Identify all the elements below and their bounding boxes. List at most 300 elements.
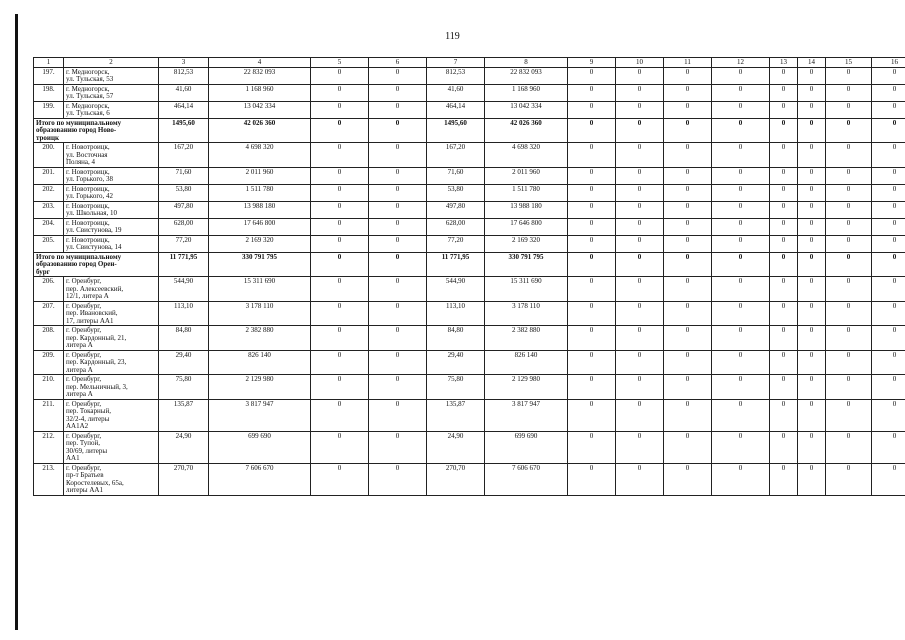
address-cell: г. Оренбург, пер. Токарный, 32/2-4, литеры АА1А2 — [64, 399, 159, 431]
value-cell: 0 — [568, 201, 616, 218]
value-cell: 0 — [568, 375, 616, 400]
value-cell: 0 — [369, 84, 427, 101]
value-cell: 0 — [369, 143, 427, 168]
subtotal-value: 0 — [872, 118, 905, 143]
value-cell: 22 832 093 — [485, 67, 568, 84]
value-cell: 0 — [872, 399, 905, 431]
address-cell: г. Оренбург, пер. Алексеевский, 12/1, литера А — [64, 277, 159, 302]
address-cell: г. Оренбург, пер. Ивановский, 17, литеры АА1 — [64, 301, 159, 326]
value-cell: 270,70 — [427, 463, 485, 495]
address-cell: г. Новотроицк, ул. Свистунова, 14 — [64, 235, 159, 252]
subtotal-value: 0 — [568, 252, 616, 277]
value-cell: 1 168 960 — [485, 84, 568, 101]
value-cell: 0 — [872, 184, 905, 201]
value-cell: 0 — [712, 143, 770, 168]
address-cell: г. Медногорск, ул. Тульская, 6 — [64, 101, 159, 118]
table-row — [34, 84, 905, 101]
value-cell: 0 — [664, 375, 712, 400]
row-number: 212. — [34, 431, 64, 463]
value-cell: 0 — [826, 167, 872, 184]
value-cell: 0 — [770, 399, 798, 431]
value-cell: 0 — [798, 143, 826, 168]
value-cell: 0 — [826, 84, 872, 101]
subtotal-value: 0 — [826, 118, 872, 143]
subtotal-row — [34, 118, 905, 143]
subtotal-label: Итого по муниципальному образованию город Орен- бург — [34, 252, 159, 277]
row-number: 202. — [34, 184, 64, 201]
address-cell: г. Новотроицк, ул. Школьная, 10 — [64, 201, 159, 218]
value-cell: 29,40 — [427, 350, 485, 375]
value-cell: 75,80 — [159, 375, 209, 400]
value-cell: 0 — [798, 84, 826, 101]
value-cell: 0 — [872, 201, 905, 218]
value-cell: 0 — [826, 350, 872, 375]
value-cell: 0 — [616, 463, 664, 495]
value-cell: 0 — [568, 235, 616, 252]
value-cell: 0 — [616, 235, 664, 252]
address-cell: г. Оренбург, пер. Мельничный, 3, литера А — [64, 375, 159, 400]
address-cell: г. Оренбург, пер. Кардонный, 23, литера А — [64, 350, 159, 375]
value-cell: 0 — [770, 184, 798, 201]
value-cell: 29,40 — [159, 350, 209, 375]
value-cell: 0 — [568, 350, 616, 375]
value-cell: 0 — [664, 277, 712, 302]
value-cell: 0 — [826, 184, 872, 201]
row-number: 198. — [34, 84, 64, 101]
value-cell: 53,80 — [159, 184, 209, 201]
table-row — [34, 399, 905, 431]
value-cell: 0 — [770, 375, 798, 400]
subtotal-value: 0 — [311, 118, 369, 143]
value-cell: 0 — [826, 201, 872, 218]
column-number: 13 — [770, 58, 798, 68]
subtotal-row — [34, 252, 905, 277]
subtotal-value: 0 — [568, 118, 616, 143]
value-cell: 0 — [798, 326, 826, 351]
column-number: 16 — [872, 58, 905, 68]
value-cell: 4 698 320 — [209, 143, 311, 168]
value-cell: 497,80 — [159, 201, 209, 218]
value-cell: 0 — [872, 84, 905, 101]
table-row — [34, 326, 905, 351]
value-cell: 0 — [826, 235, 872, 252]
value-cell: 0 — [369, 399, 427, 431]
value-cell: 15 311 690 — [209, 277, 311, 302]
table-row — [34, 167, 905, 184]
value-cell: 0 — [798, 399, 826, 431]
value-cell: 2 169 320 — [209, 235, 311, 252]
value-cell: 0 — [712, 218, 770, 235]
value-cell: 0 — [798, 235, 826, 252]
value-cell: 0 — [872, 277, 905, 302]
value-cell: 0 — [311, 301, 369, 326]
value-cell: 3 817 947 — [209, 399, 311, 431]
value-cell: 0 — [568, 84, 616, 101]
value-cell: 0 — [664, 350, 712, 375]
value-cell: 464,14 — [427, 101, 485, 118]
table-row — [34, 218, 905, 235]
value-cell: 0 — [770, 431, 798, 463]
value-cell: 0 — [664, 84, 712, 101]
value-cell: 0 — [311, 143, 369, 168]
subtotal-value: 42 026 360 — [209, 118, 311, 143]
subtotal-value: 0 — [798, 118, 826, 143]
value-cell: 0 — [798, 218, 826, 235]
value-cell: 0 — [369, 326, 427, 351]
value-cell: 812,53 — [159, 67, 209, 84]
value-cell: 13 988 180 — [209, 201, 311, 218]
value-cell: 13 042 334 — [209, 101, 311, 118]
column-number: 3 — [159, 58, 209, 68]
address-cell: г. Новотроицк, ул. Горького, 42 — [64, 184, 159, 201]
value-cell: 0 — [664, 301, 712, 326]
value-cell: 0 — [664, 201, 712, 218]
value-cell: 0 — [311, 399, 369, 431]
value-cell: 0 — [798, 375, 826, 400]
column-number: 7 — [427, 58, 485, 68]
address-cell: г. Медногорск, ул. Тульская, 57 — [64, 84, 159, 101]
value-cell: 464,14 — [159, 101, 209, 118]
value-cell: 544,90 — [159, 277, 209, 302]
value-cell: 77,20 — [159, 235, 209, 252]
value-cell: 0 — [712, 375, 770, 400]
value-cell: 0 — [568, 431, 616, 463]
value-cell: 0 — [826, 301, 872, 326]
value-cell: 0 — [568, 67, 616, 84]
row-number: 199. — [34, 101, 64, 118]
subtotal-value: 0 — [616, 118, 664, 143]
value-cell: 0 — [872, 143, 905, 168]
left-margin-bar — [15, 14, 18, 630]
value-cell: 0 — [826, 67, 872, 84]
value-cell: 135,87 — [159, 399, 209, 431]
value-cell: 0 — [664, 184, 712, 201]
row-number: 197. — [34, 67, 64, 84]
value-cell: 0 — [872, 218, 905, 235]
subtotal-value: 0 — [798, 252, 826, 277]
value-cell: 0 — [872, 350, 905, 375]
value-cell: 0 — [369, 184, 427, 201]
value-cell: 0 — [826, 277, 872, 302]
column-number: 12 — [712, 58, 770, 68]
value-cell: 0 — [616, 399, 664, 431]
value-cell: 812,53 — [427, 67, 485, 84]
value-cell: 113,10 — [427, 301, 485, 326]
column-number: 1 — [34, 58, 64, 68]
value-cell: 0 — [664, 463, 712, 495]
value-cell: 0 — [616, 201, 664, 218]
subtotal-value: 0 — [369, 118, 427, 143]
value-cell: 2 382 880 — [485, 326, 568, 351]
value-cell: 0 — [311, 67, 369, 84]
row-number: 210. — [34, 375, 64, 400]
value-cell: 75,80 — [427, 375, 485, 400]
table-row — [34, 101, 905, 118]
subtotal-value: 330 791 795 — [209, 252, 311, 277]
value-cell: 0 — [568, 326, 616, 351]
value-cell: 0 — [826, 463, 872, 495]
subtotal-value: 11 771,95 — [159, 252, 209, 277]
value-cell: 0 — [872, 235, 905, 252]
value-cell: 41,60 — [427, 84, 485, 101]
subtotal-value: 0 — [664, 252, 712, 277]
value-cell: 0 — [664, 218, 712, 235]
data-table — [33, 57, 905, 496]
value-cell: 0 — [770, 277, 798, 302]
value-cell: 0 — [712, 301, 770, 326]
value-cell: 7 606 670 — [209, 463, 311, 495]
value-cell: 71,60 — [159, 167, 209, 184]
value-cell: 4 698 320 — [485, 143, 568, 168]
value-cell: 0 — [712, 463, 770, 495]
column-number: 4 — [209, 58, 311, 68]
value-cell: 135,87 — [427, 399, 485, 431]
value-cell: 0 — [664, 167, 712, 184]
column-number: 2 — [64, 58, 159, 68]
value-cell: 0 — [712, 101, 770, 118]
value-cell: 22 832 093 — [209, 67, 311, 84]
value-cell: 0 — [770, 350, 798, 375]
value-cell: 0 — [369, 277, 427, 302]
column-number: 8 — [485, 58, 568, 68]
address-cell: г. Новотроицк, ул. Восточная Поляна, 4 — [64, 143, 159, 168]
value-cell: 826 140 — [485, 350, 568, 375]
row-number: 204. — [34, 218, 64, 235]
column-number: 10 — [616, 58, 664, 68]
value-cell: 0 — [712, 201, 770, 218]
value-cell: 0 — [798, 201, 826, 218]
value-cell: 0 — [770, 463, 798, 495]
value-cell: 0 — [770, 143, 798, 168]
value-cell: 0 — [369, 375, 427, 400]
value-cell: 3 817 947 — [485, 399, 568, 431]
value-cell: 0 — [616, 326, 664, 351]
value-cell: 7 606 670 — [485, 463, 568, 495]
table-row — [34, 184, 905, 201]
value-cell: 0 — [664, 326, 712, 351]
column-number-row — [34, 58, 905, 68]
value-cell: 0 — [616, 184, 664, 201]
table-row — [34, 463, 905, 495]
value-cell: 0 — [369, 167, 427, 184]
address-cell: г. Оренбург, пер. Кардонный, 21, литера А — [64, 326, 159, 351]
subtotal-value: 0 — [616, 252, 664, 277]
value-cell: 0 — [798, 67, 826, 84]
subtotal-value: 0 — [872, 252, 905, 277]
value-cell: 0 — [872, 375, 905, 400]
value-cell: 0 — [826, 326, 872, 351]
value-cell: 0 — [664, 143, 712, 168]
subtotal-value: 330 791 795 — [485, 252, 568, 277]
value-cell: 628,00 — [427, 218, 485, 235]
value-cell: 0 — [369, 67, 427, 84]
value-cell: 53,80 — [427, 184, 485, 201]
value-cell: 0 — [311, 375, 369, 400]
value-cell: 0 — [568, 463, 616, 495]
value-cell: 0 — [568, 218, 616, 235]
value-cell: 0 — [568, 184, 616, 201]
value-cell: 0 — [568, 167, 616, 184]
value-cell: 699 690 — [209, 431, 311, 463]
value-cell: 2 129 980 — [209, 375, 311, 400]
value-cell: 0 — [798, 301, 826, 326]
value-cell: 0 — [798, 101, 826, 118]
value-cell: 113,10 — [159, 301, 209, 326]
value-cell: 270,70 — [159, 463, 209, 495]
value-cell: 0 — [311, 167, 369, 184]
subtotal-value: 0 — [369, 252, 427, 277]
value-cell: 0 — [369, 463, 427, 495]
value-cell: 77,20 — [427, 235, 485, 252]
value-cell: 0 — [664, 235, 712, 252]
value-cell: 0 — [311, 326, 369, 351]
value-cell: 0 — [369, 201, 427, 218]
value-cell: 0 — [568, 101, 616, 118]
table-row — [34, 301, 905, 326]
value-cell: 0 — [568, 277, 616, 302]
value-cell: 0 — [798, 277, 826, 302]
value-cell: 826 140 — [209, 350, 311, 375]
value-cell: 13 988 180 — [485, 201, 568, 218]
value-cell: 0 — [311, 277, 369, 302]
subtotal-value: 0 — [712, 252, 770, 277]
value-cell: 1 511 780 — [485, 184, 568, 201]
value-cell: 0 — [616, 67, 664, 84]
value-cell: 0 — [770, 201, 798, 218]
value-cell: 0 — [616, 218, 664, 235]
value-cell: 497,80 — [427, 201, 485, 218]
column-number: 14 — [798, 58, 826, 68]
value-cell: 0 — [311, 201, 369, 218]
value-cell: 0 — [369, 101, 427, 118]
value-cell: 17 646 800 — [485, 218, 568, 235]
value-cell: 0 — [872, 463, 905, 495]
value-cell: 24,90 — [159, 431, 209, 463]
value-cell: 0 — [872, 67, 905, 84]
value-cell: 0 — [826, 431, 872, 463]
table-row — [34, 143, 905, 168]
value-cell: 0 — [872, 301, 905, 326]
address-cell: г. Медногорск, ул. Тульская, 53 — [64, 67, 159, 84]
row-number: 201. — [34, 167, 64, 184]
value-cell: 167,20 — [159, 143, 209, 168]
value-cell: 0 — [311, 431, 369, 463]
value-cell: 0 — [798, 431, 826, 463]
value-cell: 0 — [770, 218, 798, 235]
value-cell: 699 690 — [485, 431, 568, 463]
subtotal-value: 0 — [770, 118, 798, 143]
value-cell: 2 011 960 — [485, 167, 568, 184]
value-cell: 0 — [369, 235, 427, 252]
value-cell: 1 168 960 — [209, 84, 311, 101]
table-row — [34, 67, 905, 84]
value-cell: 0 — [311, 184, 369, 201]
value-cell: 0 — [311, 218, 369, 235]
value-cell: 0 — [616, 431, 664, 463]
value-cell: 0 — [712, 399, 770, 431]
row-number: 208. — [34, 326, 64, 351]
value-cell: 17 646 800 — [209, 218, 311, 235]
value-cell: 0 — [311, 350, 369, 375]
value-cell: 0 — [712, 84, 770, 101]
value-cell: 0 — [369, 431, 427, 463]
table-row — [34, 277, 905, 302]
column-number: 9 — [568, 58, 616, 68]
value-cell: 15 311 690 — [485, 277, 568, 302]
value-cell: 0 — [826, 399, 872, 431]
address-cell: г. Новотроицк, ул. Свистунова, 19 — [64, 218, 159, 235]
value-cell: 0 — [712, 235, 770, 252]
value-cell: 0 — [826, 218, 872, 235]
value-cell: 0 — [568, 143, 616, 168]
value-cell: 167,20 — [427, 143, 485, 168]
value-cell: 0 — [568, 399, 616, 431]
value-cell: 0 — [770, 84, 798, 101]
value-cell: 0 — [369, 301, 427, 326]
value-cell: 41,60 — [159, 84, 209, 101]
row-number: 206. — [34, 277, 64, 302]
value-cell: 0 — [664, 431, 712, 463]
address-cell: г. Оренбург, пер. Тупой, 30/69, литеры АА1 — [64, 431, 159, 463]
column-number: 15 — [826, 58, 872, 68]
value-cell: 0 — [712, 326, 770, 351]
value-cell: 0 — [872, 101, 905, 118]
value-cell: 0 — [712, 431, 770, 463]
value-cell: 0 — [712, 350, 770, 375]
value-cell: 0 — [616, 84, 664, 101]
subtotal-value: 0 — [770, 252, 798, 277]
value-cell: 71,60 — [427, 167, 485, 184]
value-cell: 0 — [616, 301, 664, 326]
value-cell: 0 — [770, 235, 798, 252]
value-cell: 2 011 960 — [209, 167, 311, 184]
value-cell: 2 382 880 — [209, 326, 311, 351]
page-number: 119 — [445, 31, 460, 42]
value-cell: 0 — [712, 277, 770, 302]
table-row — [34, 235, 905, 252]
row-number: 200. — [34, 143, 64, 168]
subtotal-value: 42 026 360 — [485, 118, 568, 143]
column-number: 11 — [664, 58, 712, 68]
value-cell: 0 — [770, 67, 798, 84]
value-cell: 0 — [616, 277, 664, 302]
value-cell: 0 — [311, 84, 369, 101]
value-cell: 1 511 780 — [209, 184, 311, 201]
row-number: 207. — [34, 301, 64, 326]
table-row — [34, 431, 905, 463]
value-cell: 0 — [311, 463, 369, 495]
value-cell: 0 — [872, 167, 905, 184]
value-cell: 0 — [798, 350, 826, 375]
value-cell: 0 — [369, 218, 427, 235]
address-cell: г. Оренбург, пр-т Братьев Коростелевых, 65а, литеры АА1 — [64, 463, 159, 495]
value-cell: 628,00 — [159, 218, 209, 235]
value-cell: 0 — [770, 301, 798, 326]
subtotal-label: Итого по муниципальному образованию город Ново- троицк — [34, 118, 159, 143]
value-cell: 0 — [616, 143, 664, 168]
value-cell: 84,80 — [427, 326, 485, 351]
column-number: 6 — [369, 58, 427, 68]
value-cell: 0 — [311, 101, 369, 118]
value-cell: 0 — [616, 350, 664, 375]
table-row — [34, 350, 905, 375]
value-cell: 0 — [712, 167, 770, 184]
value-cell: 0 — [616, 375, 664, 400]
value-cell: 0 — [616, 167, 664, 184]
value-cell: 0 — [664, 399, 712, 431]
value-cell: 0 — [798, 463, 826, 495]
row-number: 205. — [34, 235, 64, 252]
